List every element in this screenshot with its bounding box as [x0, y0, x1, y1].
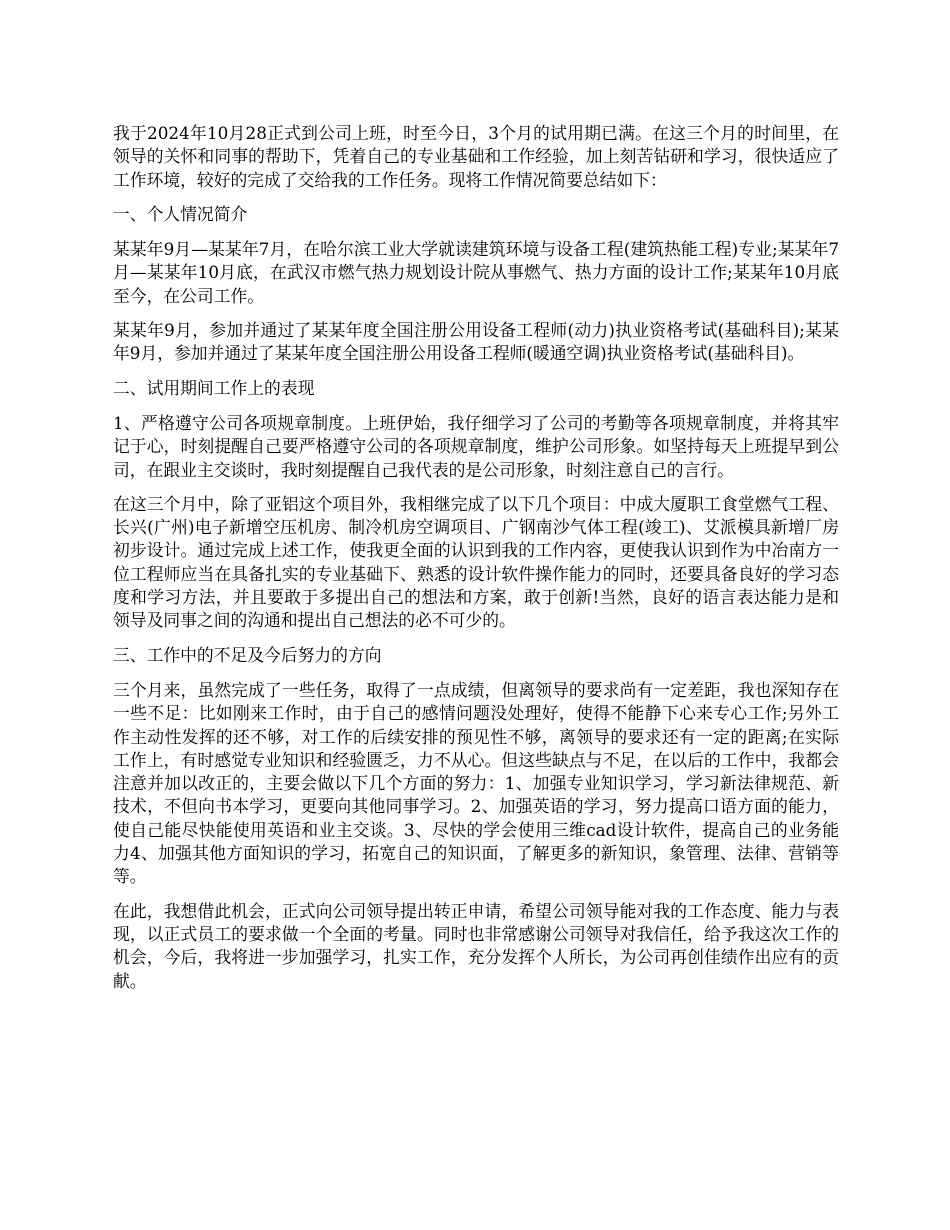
shortcomings-paragraph: 三个月来，虽然完成了一些任务，取得了一点成绩，但离领导的要求尚有一定差距，我也深知存在一些不足：比如刚来工作时，由于自己的感情问题没处理好，使得不能静下心来专心工作;另外工作主动性发挥的还不够，对工作的后续安排的预见性不够，离领导的要求还有一定的距离;在实际工作上，有时感觉专业知识和经验匮乏，力不从心。但这些缺点与不足，在以后的工作中，我都会注意并加以改正的，主要会做以下几个方面的努力：1、加强专业知识学习，学习新法律规范、新技术，不但向书本学习，更要向其他同事学习。2、加强英语的学习，努力提高口语方面的能力，使自己能尽快能使用英语和业主交谈。3、尽快的学会使用三维cad设计软件，提高自己的业务能力4、加强其他方面知识的学习，拓宽自己的知识面，了解更多的新知识，象管理、法律、营销等等。 — [113, 679, 839, 887]
section-heading-personal-info: 一、个人情况简介 — [113, 203, 248, 224]
closing-paragraph: 在此，我想借此机会，正式向公司领导提出转正申请，希望公司领导能对我的工作态度、能力与表现，以正式员工的要求做一个全面的考量。同时也非常感谢公司领导对我信任，给予我这次工作的机会，今后，我将进一步加强学习，扎实工作，充分发挥个人所长，为公司再创佳绩作出应有的贡献。 — [113, 900, 839, 991]
section-heading-performance: 二、试用期间工作上的表现 — [113, 377, 315, 398]
projects-paragraph: 在这三个月中，除了亚铝这个项目外，我相继完成了以下几个项目：中成大厦职工食堂燃气工程、长兴(广州)电子新增空压机房、制冷机房空调项目、广钢南沙气体工程(竣工)、艾派模具新增厂房初步设计。通过完成上述工作，使我更全面的认识到我的工作内容，更使我认识到作为中冶南方一位工程师应当在具备扎实的专业基础下、熟悉的设计软件操作能力的同时，还要具备良好的学习态度和学习方法，并且要敢于多提出自己的想法和方案，敢于创新!当然，良好的语言表达能力是和领导及同事之间的沟通和提出自己想法的必不可少的。 — [113, 493, 839, 631]
certification-paragraph: 某某年9月，参加并通过了某某年度全国注册公用设备工程师(动力)执业资格考试(基础科目);某某年9月，参加并通过了某某年度全国注册公用设备工程师(暖通空调)执业资格考试(基础科目)。 — [113, 320, 839, 364]
section-heading-shortcomings: 三、工作中的不足及今后努力的方向 — [113, 644, 382, 665]
intro-paragraph: 我于2024年10月28正式到公司上班，时至今日，3个月的试用期已满。在这三个月的时间里，在领导的关怀和同事的帮助下，凭着自己的专业基础和工作经验，加上刻苦钻研和学习，很快适应了工作环境，较好的完成了交给我的工作任务。现将工作情况简要总结如下： — [113, 123, 839, 190]
rules-paragraph: 1、严格遵守公司各项规章制度。上班伊始，我仔细学习了公司的考勤等各项规章制度，并将其牢记于心，时刻提醒自己要严格遵守公司的各项规章制度，维护公司形象。如坚持每天上班提早到公司，在跟业主交谈时，我时刻提醒自己我代表的是公司形象，时刻注意自己的言行。 — [113, 412, 839, 480]
education-paragraph: 某某年9月—某某年7月，在哈尔滨工业大学就读建筑环境与设备工程(建筑热能工程)专业;某某年7月—某某年10月底，在武汉市燃气热力规划设计院从事燃气、热力方面的设计工作;某某年10月底至今，在公司工作。 — [113, 239, 839, 306]
document-body — [113, 122, 839, 1004]
